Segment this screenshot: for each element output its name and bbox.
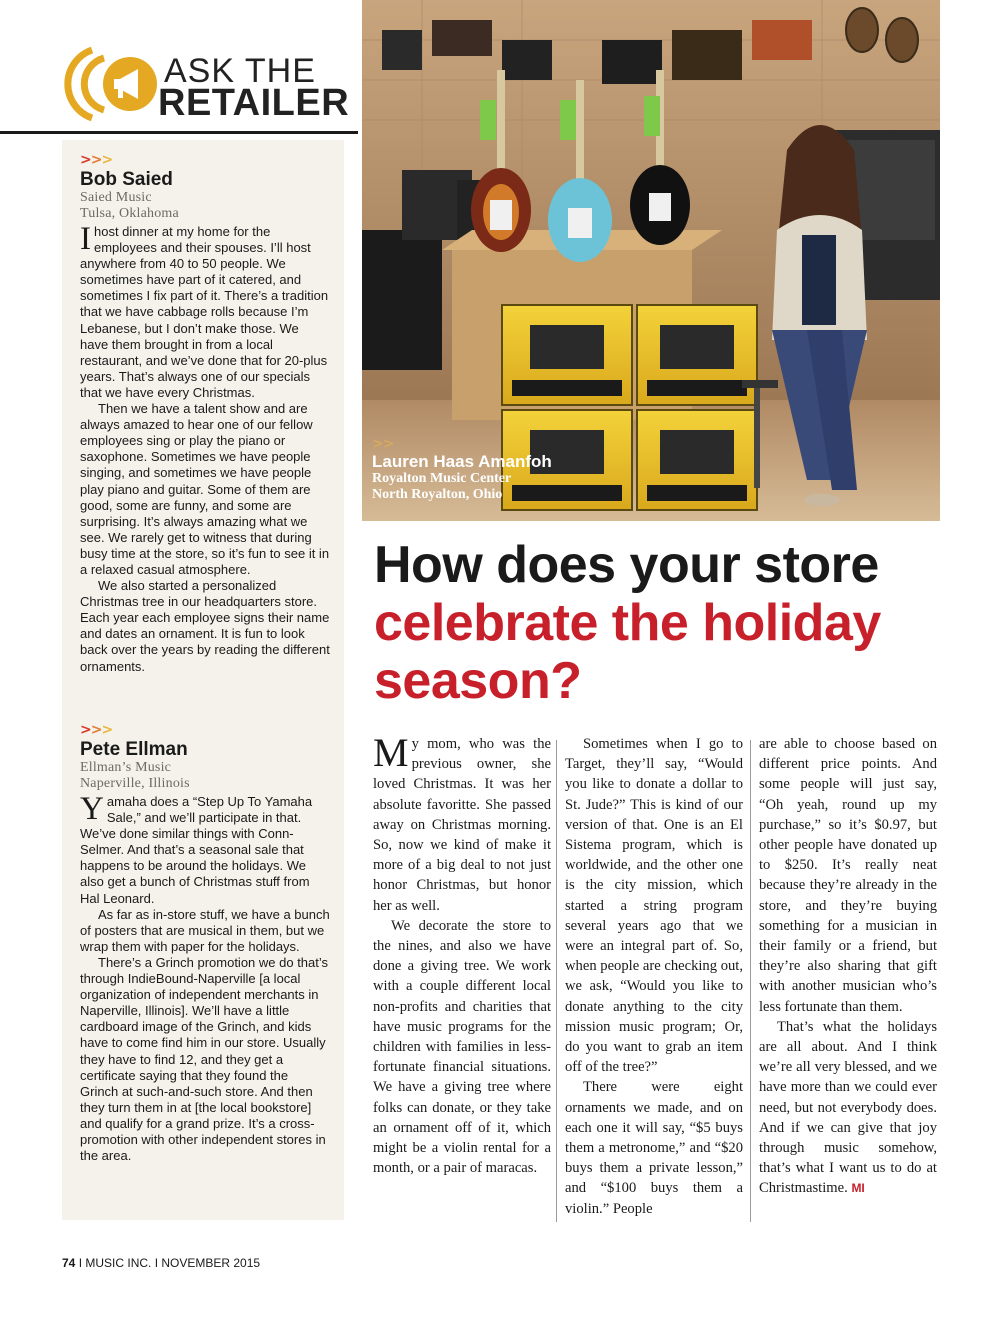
retailer-entry <box>80 152 330 675</box>
column-divider <box>750 740 751 1222</box>
article-drop-cap: M <box>373 730 409 775</box>
retailer-name: Pete Ellman <box>80 739 188 760</box>
retailer-paragraph: As far as in-store stuff, we have a bunch of posters that are musical in them, but we wrap them with paper for the holidays. <box>80 906 330 954</box>
article-paragraph: are able to choose based on different price points. And some people will just say, “Oh yeah, round up my purchase,” so it’s $0.97, but other people have donated up to $250. It’s really neat because they’re already in the store, and they’re buying something for a musician in their family or a friend, but they’re also sharing that gift with another musician who’s less fortunate than them. <box>759 736 937 1015</box>
retailer-paragraph: Ihost dinner at my home for the employees and their spouses. I’ll host anywhere from 40 to 50 people. We sometimes have part of it catered, and sometimes I fix part of it. There’s a tradition that we have cabbage rolls because I’m Lebanese, but I don’t make those. We have them brought in from a local restaurant, and we’ve done that for 20-plus years. That’s always one of our specials that we have every Christmas. <box>80 221 329 400</box>
drop-cap: I <box>80 221 91 257</box>
retailer-paragraph: Yamaha does a “Step Up To Yamaha Sale,” and we’ll participate in that. We’ve done similar things with Conn-Selmer. And that’s a seasonal sale that happens to be around the holidays. We also get a bunch of Christmas stuff from Hal Leonard. <box>80 791 313 906</box>
article-headline <box>374 536 974 710</box>
article-column-1 <box>373 730 551 1178</box>
retailer-city: Naperville, Illinois <box>80 776 190 791</box>
headline-part-black: How does your store <box>374 536 879 594</box>
megaphone-icon <box>62 44 158 124</box>
article-paragraph: Sometimes when I go to Target, they’ll say, “Would you like to donate a dollar to St. Jude?” This is kind of our version of that. One is an El Sistema program, which is worldwide, and the other one is the city mission, which started a string program several years ago that we were an integral part of. So, when people are checking out, we ask, “Would you like to donate anything to the city mission music program; Or, do you want to grab an item off of the tree?” <box>565 736 743 1076</box>
footer-publication: I MUSIC INC. I NOVEMBER 2015 <box>75 1256 261 1270</box>
arrows-icon: >>> <box>80 152 113 168</box>
retailer-paragraph: Then we have a talent show and are always amazed to hear one of our fellow employees sing or play the piano or saxophone. Sometimes we have people singing, and sometimes we have people play piano and guitar. Some of them are good, some are funny, and some are surprising. It’s always amazing what we see. We rarely get to witness that during busy time at the store, so it’s fun to see it in a relaxed casual atmosphere. <box>80 401 330 577</box>
caption-city: North Royalton, Ohio <box>372 487 503 502</box>
retailer-name: Bob Saied <box>80 169 173 190</box>
page-number: 74 <box>62 1256 76 1270</box>
article-column-3 <box>759 734 937 1199</box>
retailer-store: Saied Music <box>80 190 152 205</box>
article-paragraph: That’s what the holidays are all about. And I think we’re all very blessed, and we have more than we could ever need, but not everybody does. And if we can give that joy through music somehow, that’s what I want us to do at Christmastime. MI <box>759 1018 937 1197</box>
article-paragraph: We decorate the store to the nines, and also we have done a giving tree. We work with a couple different local non-profits and charities that have music programs for the children with families in less-fortunate financial situations. We have a giving tree where folks can donate, or they take an ornament off of it, which might be a violin rental for a month, or a pair of maracas. <box>373 917 551 1177</box>
article-column-2 <box>565 734 743 1219</box>
retailer-sidebar <box>62 140 344 1220</box>
article-paragraph: My mom, who was the previous owner, she loved Christmas. It was her absolute favoritte. She passed away on Christmas morning. So, now we kind of make it more of a big deal to not just honor Christmas, but honor her as well. <box>373 730 551 914</box>
headline-part-red: celebrate the holiday season? <box>374 594 881 710</box>
ask-the-retailer-logo <box>62 44 352 124</box>
drop-cap: Y <box>80 791 104 827</box>
retailer-store: Ellman’s Music <box>80 760 172 775</box>
arrows-icon: >>> <box>80 722 113 738</box>
retailer-paragraph: We also started a personalized Christmas tree in our headquarters store. Each year each employee signs their name and dates an ornament. It is fun to look back over the years by reading the different ornaments. <box>80 578 330 674</box>
logo-line-retailer: RETAILER <box>158 82 350 124</box>
caption-arrows-icon: >> <box>372 436 394 452</box>
header-rule <box>0 131 358 134</box>
page-footer <box>62 1256 260 1270</box>
retailer-city: Tulsa, Oklahoma <box>80 206 179 221</box>
retailer-entry <box>80 722 330 1164</box>
logo-line-ask-the: ASK THE <box>164 52 316 90</box>
column-divider <box>556 740 557 1222</box>
caption-name: Lauren Haas Amanfoh <box>372 452 552 471</box>
retailer-paragraph: There’s a Grinch promotion we do that’s through IndieBound-Naperville [a local organization of independent merchants in Naperville, Illinois]. We’ll have a little cardboard image of the Grinch, and kids have to come find him in our store. Usually they have to find 12, and they get a certificate saying that they found the Grinch at such-and-such store. And then they turn them in at [the local bookstore] and qualify for a grand prize. It’s a cross-promotion with other independent stores in the area. <box>80 954 329 1164</box>
article-paragraph: There were eight ornaments we made, and on each one it will say, “$5 buys them a metronome,” and “$20 buys them a private lesson,” and “$100 buys them a violin.” People <box>565 1079 743 1217</box>
photo-caption <box>372 436 552 503</box>
caption-store: Royalton Music Center <box>372 471 512 486</box>
end-mark: MI <box>851 1181 865 1196</box>
